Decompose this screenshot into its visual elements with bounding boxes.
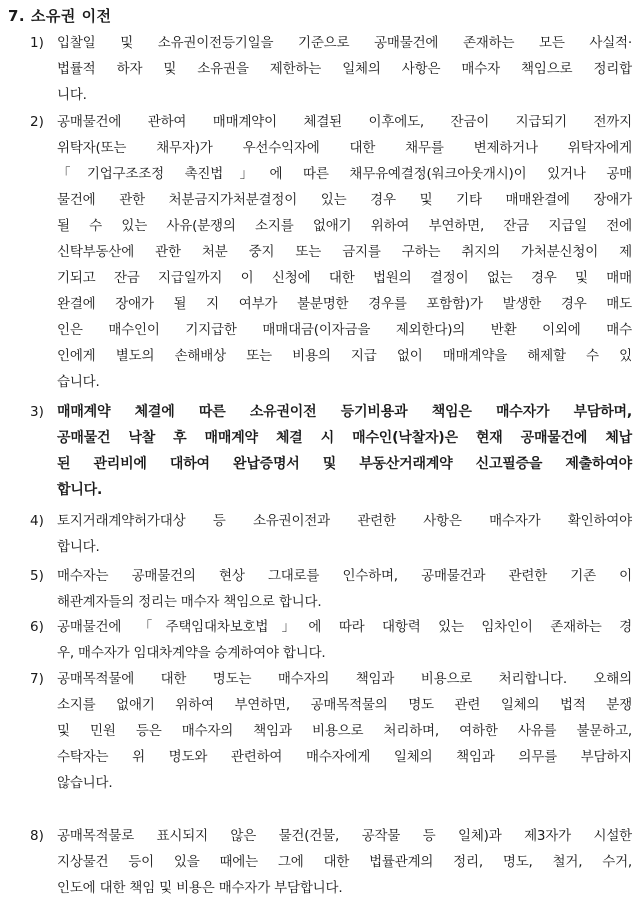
section-number: 7.	[8, 7, 26, 25]
clause-number: 1)	[30, 35, 44, 51]
clause-text-line: 기되고 잔금 지급일까지 이 신청에 대한 법원의 결정이 없는 경우 및 매매	[57, 270, 632, 286]
section-heading	[8, 6, 112, 26]
clause-text-line: 합니다.	[57, 482, 103, 498]
clause-text-line: 공매목적물로 표시되지 않은 물건(건물, 공작물 등 일체)과 제3자가 시설한	[57, 828, 632, 844]
clause-text-line: 공매물건 낙찰 후 매매계약 체결 시 매수인(낙찰자)은 현재 공매물건에 체납	[57, 430, 632, 446]
clause-text-line: 토지거래계약허가대상 등 소유권이전과 관련한 사항은 매수자가 확인하여야	[57, 513, 632, 529]
clause-text-line: 해관계자들의 정리는 매수자 책임으로 합니다.	[57, 594, 322, 610]
clause-number: 8)	[30, 828, 44, 844]
clause-text-line: 인도에 대한 책임 및 비용은 매수자가 부담합니다.	[57, 880, 343, 896]
clause-text-line: 될 수 있는 사유(분쟁의 소지를 없애기 위하여 부연하면, 잔금 지급일 전에	[57, 218, 632, 234]
clause-text-line: 인은 매수인이 기지급한 매매대금(이자금을 제외한다)의 반환 이외에 매수	[57, 322, 632, 338]
clause-text-line: 우, 매수자가 임대차계약을 승계하여야 합니다.	[57, 645, 326, 661]
clause-text-line: 및 민원 등은 매수자의 책임과 비용으로 처리하며, 여하한 사유를 불문하고,	[57, 723, 632, 739]
clause-number: 7)	[30, 671, 44, 687]
clause-text-line: 입찰일 및 소유권이전등기일을 기준으로 공매물건에 존재하는 모든 사실적·	[57, 35, 632, 51]
clause-text-line: 공매물건에 관하여 매매계약이 체결된 이후에도, 잔금이 지급되기 전까지	[57, 114, 632, 130]
clause-text-line: 습니다.	[57, 374, 100, 390]
clause-number: 2)	[30, 114, 44, 130]
clause-text-line: 법률적 하자 및 소유권을 제한하는 일체의 사항은 매수자 책임으로 정리합	[57, 61, 632, 77]
clause-text-line: 위탁자(또는 채무자)가 우선수익자에 대한 채무를 변제하거나 위탁자에게	[57, 140, 632, 156]
clause-text-line: 합니다.	[57, 539, 100, 555]
clause-text-line: 「기업구조조정 촉진법」에 따른 채무유예결정(워크아웃개시)이 있거나 공매	[57, 166, 632, 182]
section-title: 소유권 이전	[30, 7, 112, 25]
clause-text-line: 소지를 없애기 위하여 부연하면, 공매목적물의 명도 관련 일체의 법적 분쟁	[57, 697, 632, 713]
clause-text-line: 않습니다.	[57, 775, 113, 791]
clause-number: 6)	[30, 619, 44, 635]
clause-text-line: 지상물건 등이 있을 때에는 그에 대한 법률관계의 정리, 명도, 철거, 수거,	[57, 854, 632, 870]
clause-text-line: 된 관리비에 대하여 완납증명서 및 부동산거래계약 신고필증을 제출하여야	[57, 456, 632, 472]
clause-text-line: 매수자는 공매물건의 현상 그대로를 인수하며, 공매물건과 관련한 기존 이	[57, 568, 632, 584]
clause-text-line: 매매계약 체결에 따른 소유권이전 등기비용과 책임은 매수자가 부담하며,	[57, 404, 632, 420]
clause-number: 4)	[30, 513, 44, 529]
clause-text-line: 공매목적물에 대한 명도는 매수자의 책임과 비용으로 처리합니다. 오해의	[57, 671, 632, 687]
clause-text-line: 공매물건에 「주택임대차보호법」에 따라 대항력 있는 임차인이 존재하는 경	[57, 619, 632, 635]
clause-text-line: 니다.	[57, 87, 87, 103]
clause-text-line: 완결에 장애가 될 지 여부가 불분명한 경우를 포함함)가 발생한 경우 매도	[57, 296, 632, 312]
clause-number: 3)	[30, 404, 44, 420]
clause-text-line: 물건에 관한 처분금지가처분결정이 있는 경우 및 기타 매매완결에 장애가	[57, 192, 632, 208]
clause-text-line: 인에게 별도의 손해배상 또는 비용의 지급 없이 매매계약을 해제할 수 있	[57, 348, 632, 364]
clause-text-line: 신탁부동산에 관한 처분 중지 또는 금지를 구하는 취지의 가처분신청이 제	[57, 244, 632, 260]
clause-text-line: 수탁자는 위 명도와 관련하여 매수자에게 일체의 책임과 의무를 부담하지	[57, 749, 632, 765]
clause-number: 5)	[30, 568, 44, 584]
